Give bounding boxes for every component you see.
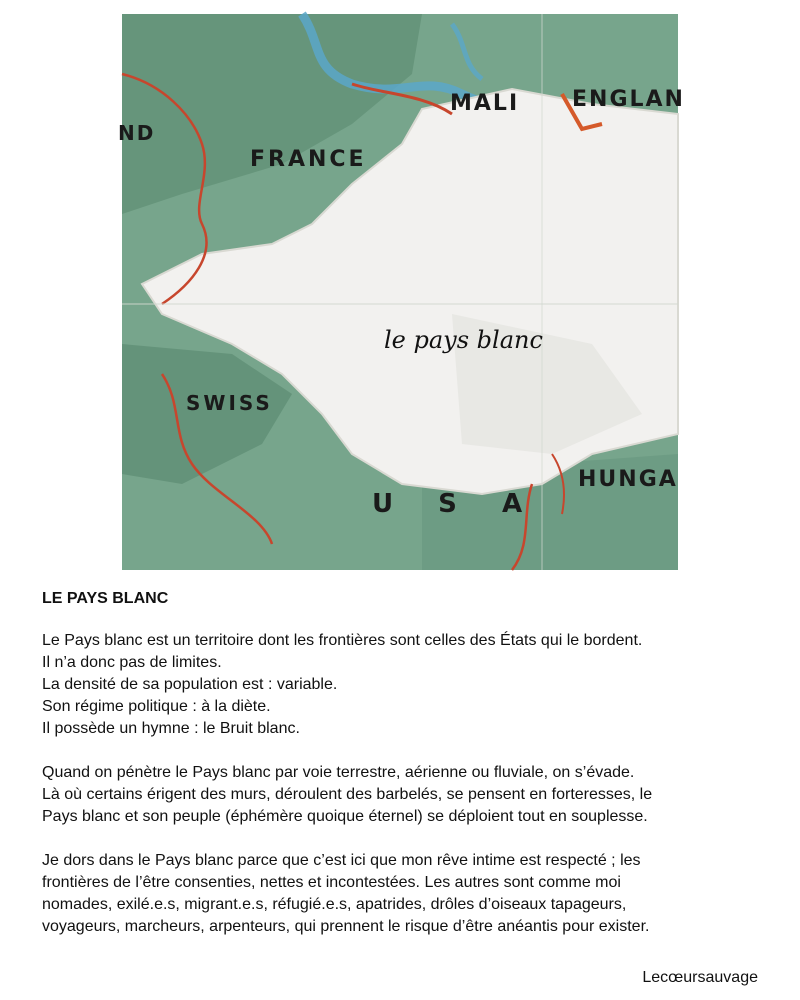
paragraph-3 bbox=[42, 850, 772, 938]
paragraph-line: Il possède un hymne : le Bruit blanc. bbox=[42, 720, 300, 737]
label-usa: U S A bbox=[372, 489, 541, 519]
paragraph-line: voyageurs, marcheurs, arpenteurs, qui prennent le risque d’être anéantis pour exister. bbox=[42, 918, 650, 935]
label-swiss: SWISS bbox=[186, 391, 273, 415]
paragraph-line: Il n’a donc pas de limites. bbox=[42, 654, 222, 671]
paragraph-line: Son régime politique : à la diète. bbox=[42, 698, 271, 715]
label-nd: ND bbox=[118, 121, 156, 145]
paragraph-line: nomades, exilé.e.s, migrant.e.s, réfugié.e.s, apatrides, drôles d’oiseaux tapageurs, bbox=[42, 896, 627, 913]
label-pays-blanc: le pays blanc bbox=[384, 326, 543, 354]
page-title: LE PAYS BLANC bbox=[42, 590, 169, 607]
label-mali: MALI bbox=[450, 91, 520, 116]
paragraph-line: Pays blanc et son peuple (éphémère quoique éternel) se déploient tout en souplesse. bbox=[42, 808, 648, 825]
paragraph-1 bbox=[42, 630, 772, 740]
paragraph-line: Quand on pénètre le Pays blanc par voie terrestre, aérienne ou fluviale, on s’évade. bbox=[42, 764, 635, 781]
paragraph-line: Le Pays blanc est un territoire dont les frontières sont celles des États qui le bordent. bbox=[42, 632, 643, 649]
paragraph-line: La densité de sa population est : variable. bbox=[42, 676, 338, 693]
text-block bbox=[42, 588, 772, 960]
signature: Lecœursauvage bbox=[642, 969, 758, 986]
paragraph-line: Là où certains érigent des murs, déroulent des barbelés, se pensent en forteresses, le bbox=[42, 786, 653, 803]
paragraph-line: frontières de l’être consenties, nettes et incontestées. Les autres sont comme moi bbox=[42, 874, 621, 891]
paragraph-2 bbox=[42, 762, 772, 828]
label-england: ENGLAN bbox=[572, 87, 685, 112]
label-hunga: HUNGA bbox=[578, 467, 678, 492]
painted-map-photo bbox=[118, 14, 685, 570]
label-france: FRANCE bbox=[250, 147, 367, 172]
paragraph-line: Je dors dans le Pays blanc parce que c’est ici que mon rêve intime est respecté ; les bbox=[42, 852, 641, 869]
